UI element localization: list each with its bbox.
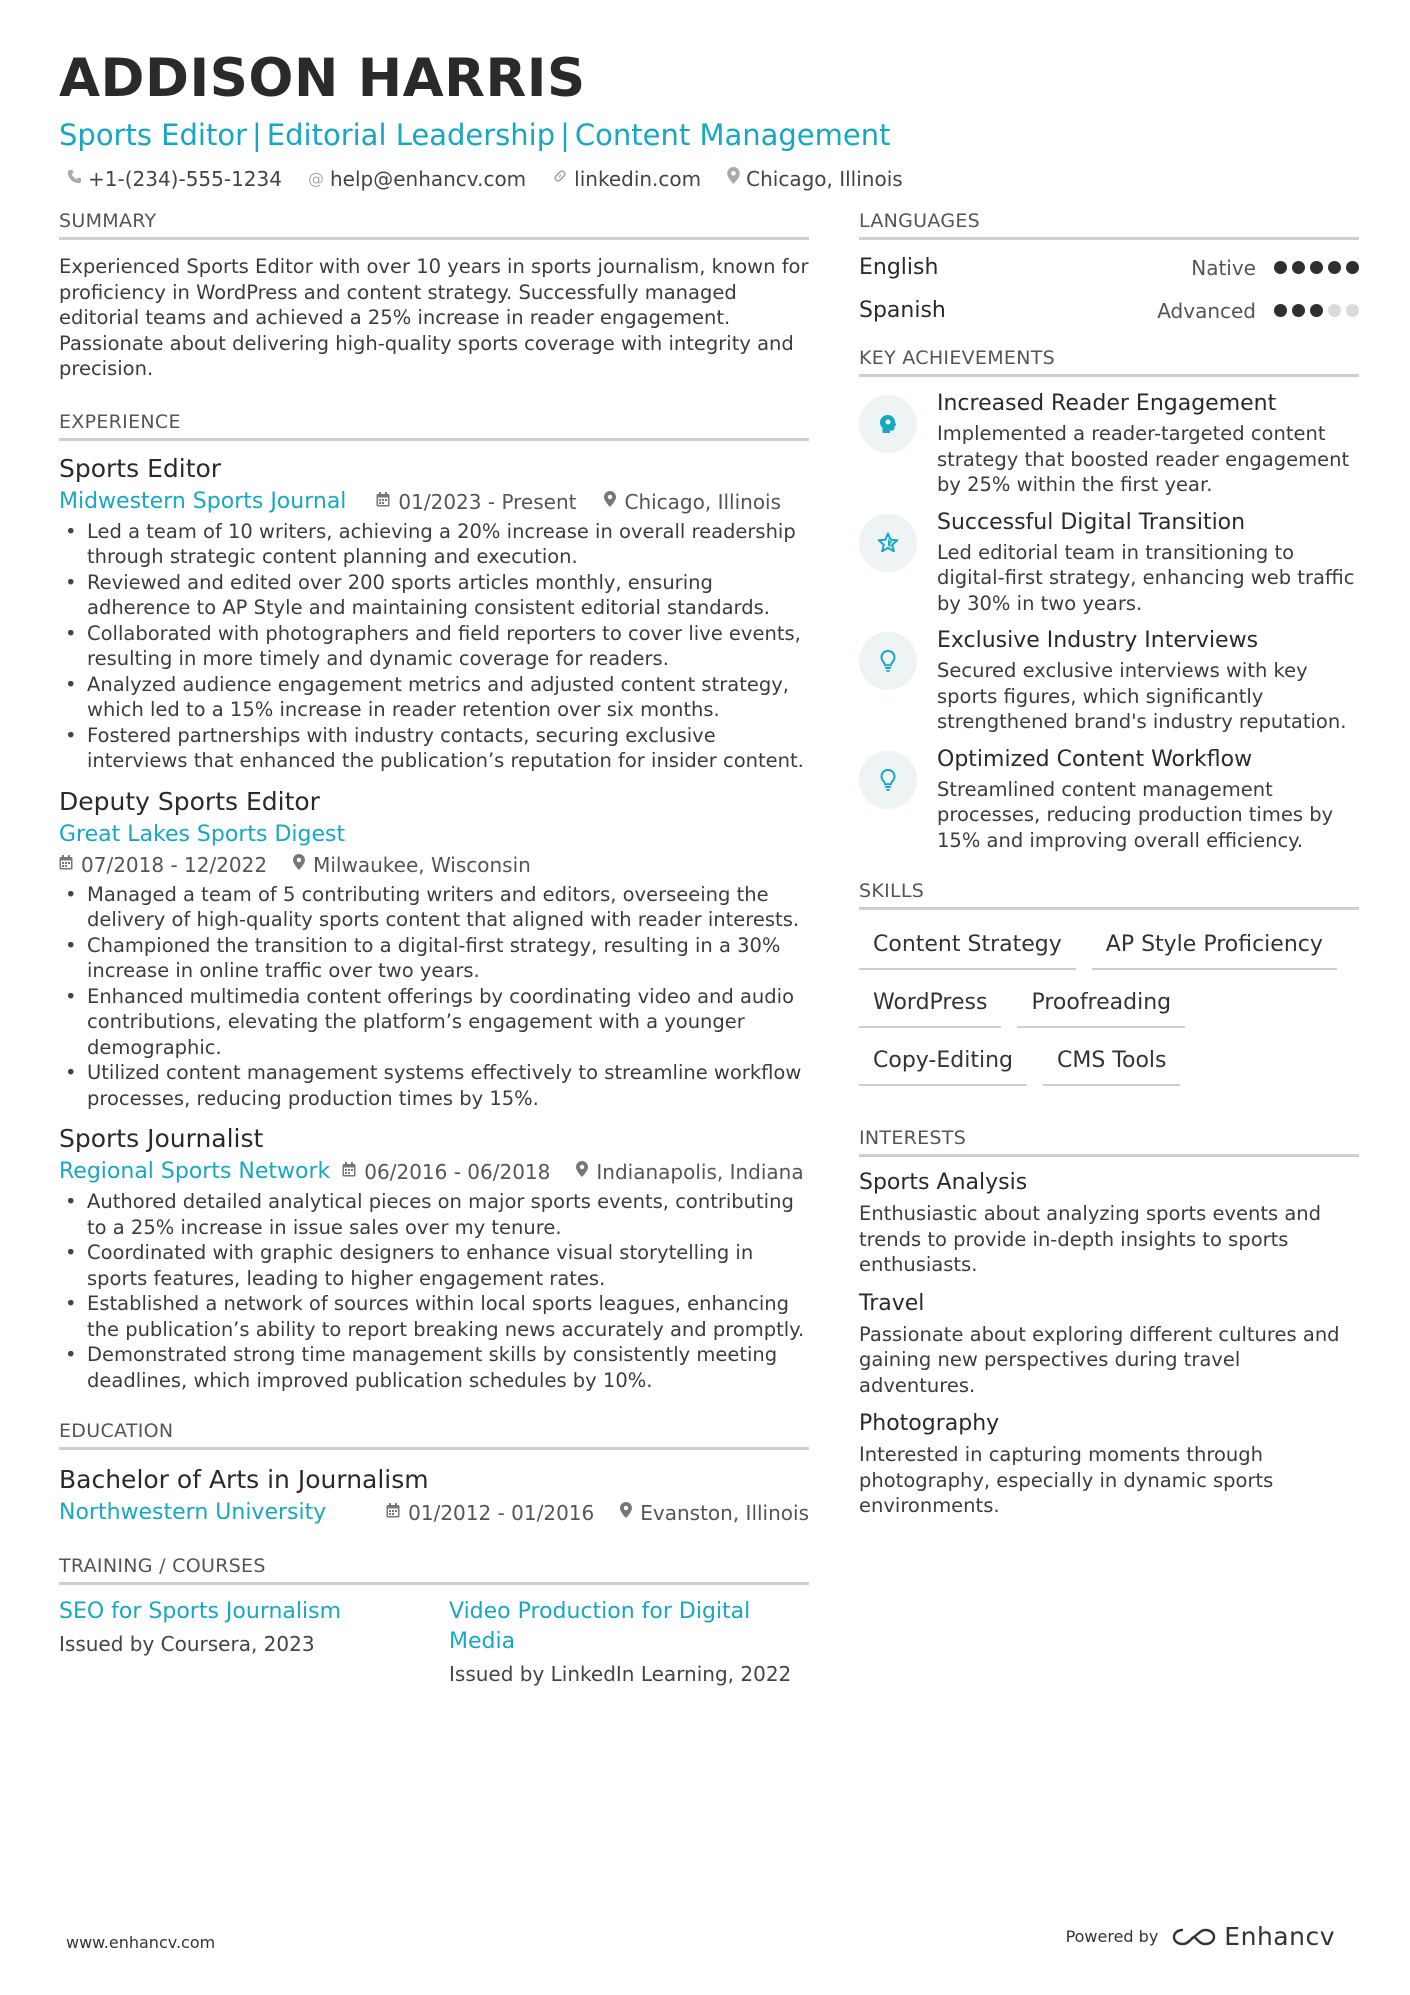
achievement-title: Exclusive Industry Interviews [937,628,1259,653]
location-text: Chicago, Illinois [746,167,903,191]
rating-dot [1292,304,1305,317]
rating-dot [1346,304,1359,317]
job-meta [59,820,809,850]
skills-list [859,926,1359,1086]
interest-desc: Interested in capturing moments through photography, especially in dynamic sports environments. [859,1443,1274,1517]
contact-location [727,164,903,194]
language-name: English [859,255,939,280]
interest-title: Travel [859,1290,925,1316]
degree-title: Bachelor of Arts in Journalism [59,1465,429,1494]
job-location [604,487,781,517]
rating-dot [1328,261,1341,274]
bullet-item: • Analyzed audience engagement metrics and adjusted content strategy, which led to a 15% increase in reader retention over six months. [59,672,809,723]
tagline-part: Content Management [574,118,891,152]
language-level: Native [1191,255,1256,280]
calendar-icon [386,1498,400,1528]
bullet-item: • Coordinated with graphic designers to enhance visual storytelling in sports features, leading to higher engagement rates. [59,1240,809,1291]
location-pin-icon [576,1157,588,1187]
company-name: Midwestern Sports Journal [59,488,347,514]
interest-desc: Enthusiastic about analyzing sports events and trends to provide in-depth insights to sports enthusiasts. [859,1202,1322,1276]
skill-tag: CMS Tools [1043,1042,1181,1086]
job-location [576,1157,803,1187]
rating-dot [1310,304,1323,317]
education-dates [386,1498,594,1528]
footer-branding [1066,1922,1335,1951]
rating-dot [1346,261,1359,274]
location-pin-icon [604,487,616,517]
bullet-item: • Authored detailed analytical pieces on major sports events, contributing to a 25% increase in issue sales over my tenure. [59,1189,809,1240]
contact-row [59,164,1359,194]
skill-tag: Copy-Editing [859,1042,1027,1086]
section-title-summary: SUMMARY [59,209,809,240]
rating-dot [1310,261,1323,274]
calendar-icon [376,487,390,517]
job-meta-secondary [59,850,809,880]
right-column [859,209,1359,1519]
job-bullets [59,1189,809,1393]
education-meta [59,1498,809,1528]
interest-desc: Passionate about exploring different cultures and gaining new perspectives during travel adventures. [859,1322,1340,1397]
location-pin-icon [727,164,740,194]
language-level: Advanced [1157,298,1256,323]
bullet-item: • Demonstrated strong time management skills by consistently meeting deadlines, which improved publication schedules by 10%. [59,1342,809,1393]
skill-tag: Content Strategy [859,926,1076,970]
achievement-title: Successful Digital Transition [937,509,1246,535]
section-title-achievements: KEY ACHIEVEMENTS [859,346,1359,377]
brand-logo[interactable] [1172,1922,1335,1951]
course-title: Video Production for Digital Media [449,1599,751,1654]
infinity-logo-icon [1172,1926,1216,1948]
language-row [859,289,1359,332]
bullet-item: • Utilized content management systems effectively to streamline workflow processes, reducing production times by 15%. [59,1060,809,1111]
skill-tag: AP Style Proficiency [1092,926,1337,970]
rating-dot [1328,304,1341,317]
job-location [293,850,531,880]
school-name: Northwestern University [59,1500,327,1525]
bullet-item: • Established a network of sources within local sports leagues, enhancing the publication’s ability to report breaking news accurately and promptly. [59,1291,809,1342]
section-title-education: EDUCATION [59,1419,809,1450]
achievement-desc: Led editorial team in transitioning to digital-first strategy, enhancing web traffic by 30% in two years. [937,540,1355,615]
section-title-skills: SKILLS [859,879,1359,910]
location-text: Indianapolis, Indiana [596,1160,804,1184]
star-icon [859,514,917,572]
bullet-item: • Reviewed and edited over 200 sports articles monthly, ensuring adherence to AP Style and maintaining consistent editorial standards. [59,570,809,621]
job-title: Deputy Sports Editor [59,786,320,816]
phone-icon [67,164,82,194]
left-column [59,209,809,1689]
location-text: Milwaukee, Wisconsin [313,852,531,877]
powered-by-label: Powered by [1065,1927,1159,1946]
at-icon: @ [307,169,324,188]
linkedin-text: linkedin.com [574,167,702,191]
language-name: Spanish [859,298,946,323]
dates-text: 01/2023 - Present [398,489,577,514]
rating-dot [1274,304,1287,317]
language-row [859,246,1359,289]
experience-entry [59,784,809,1112]
resume-page [59,44,1359,1686]
dates-text: 01/2012 - 01/2016 [408,1501,595,1525]
section-title-interests: INTERESTS [859,1126,1359,1157]
interest-title: Sports Analysis [859,1170,1028,1195]
skill-tag: WordPress [859,984,1001,1028]
rating-dot [1292,261,1305,274]
achievement-title: Increased Reader Engagement [937,391,1277,416]
course-item [449,1597,809,1689]
lightbulb-icon [859,751,917,809]
achievement-desc: Streamlined content management processes, reducing production times by 15% and improving overall efficiency. [937,777,1334,852]
link-icon [552,164,568,194]
dates-text: 06/2016 - 06/2018 [364,1160,551,1184]
contact-phone[interactable] [67,164,282,194]
job-dates [342,1157,550,1187]
job-meta [59,1157,809,1187]
bullet-item: • Collaborated with photographers and field reporters to cover live events, resulting in more timely and dynamic coverage for readers. [59,621,809,672]
job-bullets [59,882,809,1112]
tagline [59,116,1359,154]
section-title-training: TRAINING / COURSES [59,1554,809,1585]
course-issuer: Issued by Coursera, 2023 [59,1632,315,1656]
section-title-languages: LANGUAGES [859,209,1359,240]
course-issuer: Issued by LinkedIn Learning, 2022 [449,1662,792,1686]
job-title: Sports Editor [59,453,222,483]
bullet-item: • Managed a team of 5 contributing writers and editors, overseeing the delivery of high-quality sports content that aligned with reader interests. [59,882,809,933]
achievement-item [859,746,1359,854]
language-rating [1274,304,1359,317]
interests-list [859,1167,1359,1519]
job-title: Sports Journalist [59,1124,264,1153]
languages-list [859,246,1359,332]
location-text: Chicago, Illinois [624,489,782,514]
job-meta [59,487,809,517]
achievement-item [859,391,1359,498]
course-item [59,1597,419,1689]
head-icon [859,395,917,453]
contact-email[interactable] [308,164,526,194]
course-title: SEO for Sports Journalism [59,1599,342,1624]
language-rating [1274,261,1359,274]
achievement-desc: Secured exclusive interviews with key sports figures, which significantly strengthened brand's industry reputation. [937,659,1347,733]
bullet-item: • Championed the transition to a digital-first strategy, resulting in a 30% increase in online traffic over two years. [59,933,809,984]
achievement-desc: Implemented a reader-targeted content strategy that boosted reader engagement by 25% within the first year. [937,422,1350,496]
achievements-list [859,391,1359,853]
achievement-title: Optimized Content Workflow [937,746,1253,772]
company-name: Great Lakes Sports Digest [59,821,346,847]
lightbulb-icon [859,632,917,690]
location-pin-icon [620,1498,632,1528]
phone-text: +1-(234)-555-1234 [88,167,282,191]
achievement-item [859,509,1359,617]
bullet-item: • Fostered partnerships with industry contacts, securing exclusive interviews that enhanced the publication’s reputation for insider content. [59,723,809,774]
footer-website[interactable]: www.enhancv.com [66,1933,216,1952]
interest-title: Photography [859,1411,1000,1436]
job-dates [59,850,267,880]
summary-text: Experienced Sports Editor with over 10 years in sports journalism, known for proficiency in WordPress and content strategy. Successfully managed editorial teams and achieved a 25% increase in reader engagement. Passionate about delivering high-quality sports coverage with integrity and precision. [59,255,809,380]
brand-name: Enhancv [1224,1922,1335,1951]
tagline-separator: | [560,118,570,152]
contact-linkedin[interactable] [552,164,701,194]
achievement-item [859,628,1359,735]
section-title-experience: EXPERIENCE [59,410,809,441]
skill-tag: Proofreading [1017,984,1185,1028]
rating-dot [1274,261,1287,274]
dates-text: 07/2018 - 12/2022 [81,852,268,877]
calendar-icon [342,1157,356,1187]
tagline-part: Editorial Leadership [266,118,556,152]
education-location [620,1498,809,1528]
calendar-icon [59,850,73,880]
company-name: Regional Sports Network [59,1159,331,1184]
tagline-part: Sports Editor [59,118,248,152]
bullet-item: • Led a team of 10 writers, achieving a 20% increase in overall readership through strategic content planning and execution. [59,519,809,570]
bullet-item: • Enhanced multimedia content offerings by coordinating video and audio contributions, elevating the platform’s engagement with a younger demographic. [59,984,809,1061]
job-dates [376,487,576,517]
location-text: Evanston, Illinois [640,1501,809,1525]
location-pin-icon [293,850,305,880]
experience-entry [59,451,809,774]
tagline-separator: | [252,118,262,152]
candidate-name: ADDISON HARRIS [59,48,586,109]
experience-entry [59,1121,809,1393]
course-grid [59,1597,809,1689]
email-text: help@enhancv.com [329,167,527,191]
job-bullets [59,519,809,774]
education-entry [59,1462,809,1528]
